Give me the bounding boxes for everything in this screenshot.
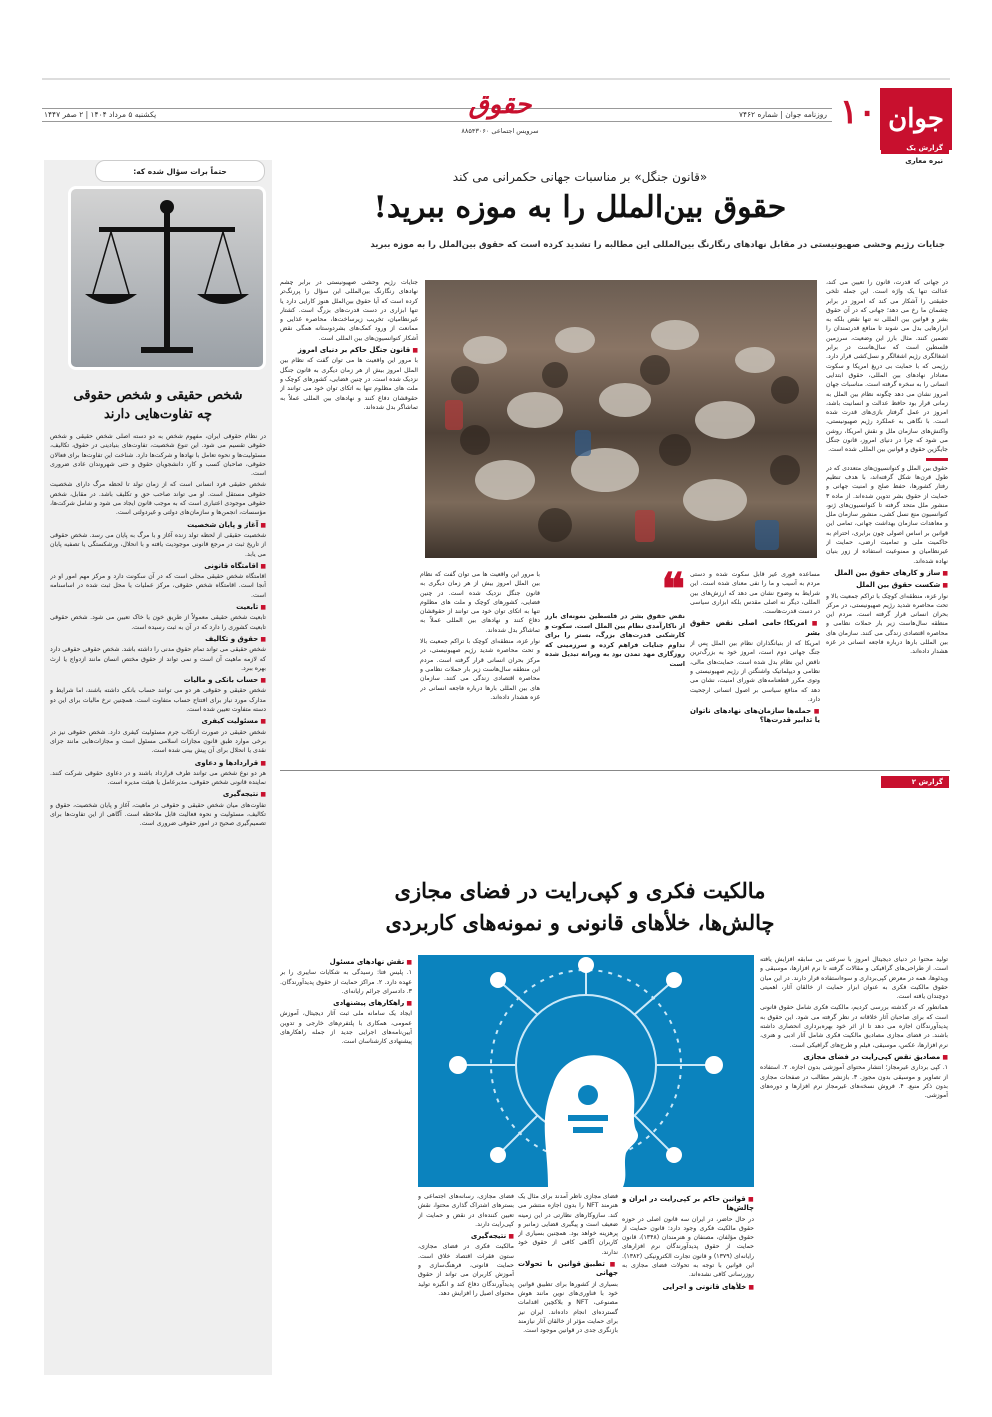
report1-col3-p2: امریکا که از بنیانگذاران نظام بین الملل پس از جنگ جهانی دوم است، امروز خود به بزرگ‌ترین ناقض این نظام بدل شده است. حمایت‌های مالی، نظامی و دیپلماتیک واشنگتن از رژیم صهیونیستی و وتوی مکرر قطعنامه‌های شورای امنیت، نشان می دهد که منافع سیاسی بر اصول انسانی ارجحیت دارد. [690,640,820,703]
report2-image [418,955,754,1187]
sidebar-p1: شخص حقیقی فرد انسانی است که از زمان تولد تا لحظه مرگ دارای شخصیت حقوقی مستقل است. او می تواند صاحب حق و تکلیف باشد. در مقابل، شخص حقوقی موجودی اعتباری است که به موجب قانون ایجاد می شود و شامل شرکت‌ها، مؤسسات، انجمن‌ها و سازمان‌های دولتی و غیردولتی است. [50,481,266,517]
sidebar-p7: شخص حقیقی در صورت ارتکاب جرم مسئولیت کیفری دارد. شخص حقوقی نیز در برخی موارد طبق قانون مجازات اسلامی مسئول است و مجازات‌هایی مانند جزای نقدی یا انحلال برای آن پیش بینی شده است. [50,728,266,755]
sidebar-p9: تفاوت‌های میان شخص حقیقی و حقوقی در ماهیت، آغاز و پایان شخصیت، حقوق و تکالیف، مسئولیت و نحوه فعالیت قابل ملاحظه است. آگاهی از این تفاوت‌ها برای تصمیم‌گیری صحیح در امور حقوقی ضروری است. [50,801,266,828]
report2-col1-p1: تولید محتوا در دنیای دیجیتال امروز با سرعتی بی سابقه افزایش یافته است. از طراحی‌های گرافیکی و مقالات گرفته تا نرم افزارها، موسیقی و ویدئوها، همه در معرض کپی‌برداری و سوءاستفاده قرار دارند. در این میان حقوق مالکیت فکری به عنوان ابزار حمایت از خالقان آثار، اهمیتی دوچندان یافته است. [760,956,948,1001]
sidebar-p5: شخص حقیقی می تواند تمام حقوق مدنی را داشته باشد. شخص حقوقی حقوقی دارد که لازمه ماهیت آن است و نمی تواند از حقوق مختص انسان مانند ازدواج یا ارث بهره ببرد. [50,646,266,672]
section-logo: حقوق [468,90,532,120]
sidebar-subhead-7: ■ قراردادها و دعاوی [50,759,266,768]
report1-col4-p1: با مرور این واقعیت ها می توان گفت که نظام بین الملل امروز بیش از هر زمان دیگری به قانون جنگل نزدیک شده است. در چنین فضایی، کشورهای کوچک و ملت های مظلوم تنها به اتکای توان خود می توانند از حقوقشان دفاع کنند و نهادهای بین المللی عملاً به تماشاگر بدل شده‌اند. [420,571,540,634]
report1-col1-p3: نوار غزه، منطقه‌ای کوچک با تراکم جمعیت بالا و تحت محاصره شدید رژیم صهیونیستی، در مرکز بحران انسانی قرار گرفته است. مردم این منطقه سال‌هاست زیر بار حملات نظامی و محاصره اقتصادی زندگی می کنند. سازمان های بین المللی بارها درباره فاجعه انسانی در غزه هشدار داده‌اند. [826,592,948,656]
report1-column-2 [280,278,418,758]
sidebar-subhead-2: ■ اقامتگاه قانونی [50,562,266,571]
logo-text: جوان [888,104,944,134]
sidebar-p3: اقامتگاه شخص حقیقی محلی است که در آن سکونت دارد و مرکز مهم امور او در آنجا است. اقامتگاه شخص حقوقی، مرکز عملیات یا محل ثبت شده در اساسنامه است. [50,573,266,599]
report1-kicker: «قانون جنگل» بر مناسبات جهانی حکمرانی می کند [452,170,708,184]
report2-col5-subhead-1: ■ نقش نهادهای مسئول [280,958,412,967]
report-tag-label: گزارش ۲ [911,778,943,786]
report2-title-2: چالش‌ها، خلأهای قانونی و نمونه‌های کاربردی [385,910,775,935]
report1-col4-p2: نوار غزه، منطقه‌ای کوچک با تراکم جمعیت بالا و تحت محاصره شدید رژیم صهیونیستی، در مرکز بحران انسانی قرار گرفته است. مردم این منطقه سال‌هاست زیر بار حملات نظامی و محاصره اقتصادی زندگی می کنند. سازمان های بین المللی بارها درباره فاجعه انسانی در غزه هشدار داده‌اند. [420,638,540,701]
report1-lead: جنایات رژیم وحشی صهیونیستی در مقابل نهادهای رنگارنگ بین‌المللی این مطالبه را تشدید کرده است که حقوق بین‌الملل را به موزه ببرید [370,240,945,250]
report2-column-5 [280,955,412,1370]
report2-column-2 [622,1192,754,1372]
report1-col2-p2: با مرور این واقعیت ها می توان گفت که نظام بین الملل امروز بیش از هر زمان دیگری به قانون جنگل نزدیک شده است. در چنین فضایی، کشورهای کوچک و ملت های مظلوم تنها به اتکای توان خود می توانند از حقوقشان دفاع کنند و نهادهای بین المللی عملاً به تماشاگر بدل شده‌اند. [280,357,418,411]
report1-tag [881,142,949,154]
report1-col3-subhead-2: ■ حمله‌ها سازمان‌های نهادهای ناتوان یا تدابیر قدرت‌ها؟ [690,707,820,726]
sidebar-p4: تابعیت شخص حقیقی معمولاً از طریق خون یا خاک تعیین می شود. شخص حقوقی تابعیت کشوری را دارد که در آن به ثبت رسیده است. [50,614,266,631]
report1-col1-p1: در جهانی که قدرت، قانون را تعیین می کند، عدالت تنها یک واژه است. این جمله تلخی حقیقتی را آشکار می کند که امروز در برابر چشمان ما رخ می دهد؛ جهانی که در آن حقوق بشر و قوانین بین المللی نه تنها نقض بلکه به ابزارهایی بدل می شوند تا منافع قدرتمندان را تضمین کنند. مثال بارز این وضعیت، سرزمین فلسطین است که سال‌هاست در برابر اشغالگری رژیم اشغالگر و نسل‌کشی قرار دارد. رژیمی که با حمایت بی دریغ امریکا و سکوت معنادار نهادهای بین المللی، حقوق ابتدایی انسانی را به سخره گرفته است. مناسبات جهان امروز نشان می دهد چگونه نظام بین الملل به زمانی قرار بود حافظ عدالت و انسانیت باشد، امروز در عمل گرفتار بازی‌های قدرت شده است. با نگاهی به عملکرد رژیم صهیونیستی، واکنش‌های سازمان ملل و نقش امریکا، روشن می شود که چرا در دنیای امروز، قانون جنگل جایگزین حقوق و قوانین بین المللی شده است. [826,279,948,454]
issue-info: روزنامه جوان | شماره ۷۴۶۲ [738,110,827,119]
report2-column-1 [760,955,948,1370]
report2-col2-subhead-1: ■ قوانین حاکم بر کپی‌رایت در ایران و چالش‌ها [622,1195,754,1214]
section-divider [926,458,948,461]
page-number: ۱۰ [839,92,877,132]
report1-column-4 [420,570,540,765]
sidebar-subhead-1: ■ آغاز و پایان شخصیت [50,521,266,530]
report1-col1-subhead-2: ■ شکست حقوق بین الملل [826,581,948,590]
report1-author: نیره معاری [905,157,943,165]
sidebar-title-1: شخص حقیقی و شخص حقوقی [73,388,243,403]
report-tag-label: گزارش یک [906,144,943,152]
report1-col3-subhead-1: ■ امریکا؛ حامی اصلی نقض حقوق بشر [690,619,820,638]
quote-mark-icon: ❝ [661,564,685,615]
report2-col5-p1: ۱. پلیس فتا: رسیدگی به شکایات سایبری را بر عهده دارد. ۲. مراکز حمایت از حقوق پدیدآورندگان. ۳. دادسرای جرائم رایانه‌ای. [280,969,412,995]
sidebar-image [68,186,266,370]
scales-of-justice-icon [71,189,263,367]
report2-col5-p2: ایجاد یک سامانه ملی ثبت آثار دیجیتال، آموزش عمومی، همکاری با پلتفرم‌های خارجی و تدوین آیین‌نامه‌های اجرایی جدید از جمله راهکارهای پیشنهادی کارشناسان است. [280,1010,412,1046]
crowd-illustration [425,280,817,558]
header-info-bar [42,108,832,122]
report1-photo [425,280,817,558]
report1-col1-subhead-1: ■ ساز و کارهای حقوق بین الملل [826,569,948,578]
sidebar-tag [95,160,265,182]
sidebar-intro: در نظام حقوقی ایران، مفهوم شخص به دو دسته اصلی شخص حقیقی و شخص حقوقی تقسیم می شود. این تنوع شخصیت، تفاوت‌های بنیادینی در حقوق، تکالیف، مسئولیت‌ها و نحوه تعامل با نهادها و شرکت‌ها دارد. شناخت این تفاوت‌ها برای فعالان حقوقی، صاحبان کسب و کار، دانشجویان حقوق و حتی شهروندان عادی ضروری است. [50,433,266,478]
report2-col1-p3: ۱. کپی برداری غیرمجاز؛ انتشار محتوای آموزشی بدون اجازه. ۲. استفاده از تصاویر و موسیقی بدون مجوز. ۳. بازنشر مطالب در صفحات مجازی بدون ذکر منبع. ۴. فروش نسخه‌های غیرمجاز نرم افزارها و دوره‌های آموزشی. [760,1064,948,1100]
report2-col1-subhead-1: ■ مصادیق نقض کپی‌رایت در فضای مجازی [760,1053,948,1062]
report2-col3-p2: بسیاری از کشورها برای تطبیق قوانین خود با فناوری‌های نوین مانند هوش مصنوعی، NFT و بلاکچین اقدامات گسترده‌ای انجام داده‌اند. ایران نیز برای حمایت مؤثر از خالقان آثار نیازمند بازنگری جدی در قوانین موجود است. [518,1280,618,1335]
report1-col2-subhead-1: ■ قانون جنگل حاکم بر دنیای امروز [280,346,418,355]
sidebar-body [50,432,266,1367]
sidebar-title-2: چه تفاوت‌هایی دارند [103,407,213,422]
sidebar-subhead-5: ■ حساب بانکی و مالیات [50,676,266,685]
report2-col4-subhead-1: ■ نتیجه‌گیری [418,1232,514,1241]
report2-col3-p1: فضای مجازی ناظر آمدند برای مثال یک هنرمند NFT را بدون اجازه منتشر می کند. سازوکارهای نظارتی در این زمینه ضعیف است و پیگیری قضایی زمانبر و پرهزینه خواهد بود. همچنین بسیاری از کاربران آگاهی کافی از حقوق خود ندارند. [518,1193,618,1256]
quote-text: نقض حقوق بشر در فلسطین نمونه‌ای بارز از ناکارآمدی نظام بین الملل است. سکوت و کارشکنی قدرت‌های بزرگ، بستر را برای تداوم جنایات فراهم کرده و سرزمینی که روزگاری مهد تمدن بود به ویرانه تبدیل شده است [545,612,685,668]
report1-quote [545,564,685,690]
report2-col3-subhead-1: ■ تطبیق قوانین با تحولات جهانی [518,1260,618,1279]
report2-column-4 [418,1192,514,1372]
report-separator [280,770,950,771]
report1-column-3 [690,570,820,765]
report2-tag [881,776,949,788]
report2-col5-subhead-2: ■ راهکارهای پیشنهادی [280,999,412,1008]
top-rule [42,78,950,80]
report2-col2-subhead-2: ■ خلأهای قانونی و اجرایی [622,1283,754,1292]
sidebar-p6: شخص حقیقی و حقوقی هر دو می توانند حساب بانکی داشته باشند، اما شرایط و مدارک مورد نیاز برای افتتاح حساب متفاوت است. همچنین نرخ مالیات برای این دو دسته متفاوت تعیین شده است. [50,687,266,714]
sidebar-subhead-4: ■ حقوق و تکالیف [50,635,266,644]
report1-col1-p2: حقوق بین الملل و کنوانسیون‌های متعددی که در طول قرن‌ها شکل گرفته‌اند، با هدف تنظیم رفتار کشورها، حفظ صلح و امنیت جهانی و حمایت از حقوق بشر تدوین شده‌اند. از ماده ۳ منشور ملل متحد گرفته تا کنوانسیون‌های ژنو، کنوانسیون منع نسل کشی، منشور سازمان ملل و معاهدات سازمان بهداشت جهانی، تمامی این قوانین بر اساس اصولی چون برابری، احترام به حاکمیت ملی و تمامیت ارضی، حمایت از غیرنظامیان و ممنوعیت استفاده از زور بنیان نهاده شده‌اند. [826,464,948,565]
report1-title: حقوق بین‌الملل را به موزه ببرید! [373,190,787,225]
sidebar-p2: شخصیت حقیقی از لحظه تولد زنده آغاز و با مرگ به پایان می رسد. شخص حقوقی از تاریخ ثبت در مرجع قانونی موجودیت یافته و با انحلال، ورشکستگی یا تصفیه پایان می یابد. [50,531,266,558]
sidebar-tag-label: حتماً برات سؤال شده که: [133,166,227,176]
report2-column-3 [518,1192,618,1372]
sidebar-subhead-6: ■ مسئولیت کیفری [50,717,266,726]
tech-head-illustration [418,955,754,1187]
section-service: سرویس اجتماعی ۸۸۵۴۳۰۶۰ [461,127,539,135]
sidebar-subhead-8: ■ نتیجه‌گیری [50,790,266,799]
report1-col3-p1: مساعده فوری غیر قابل سکوت شده و دستی مردم به آسیب و ما را نفی معنای شده است. این شرایط به وضوح نشان می دهد که ارزش‌های بین المللی، دیگر نه اصلی مقدس بلکه ابزاری سیاسی در دست قدرت‌هاست. [690,571,820,616]
report2-col1-p2: همانطور که در گذشته بررسی کردیم، مالکیت فکری شامل حقوق قانونی است که برای صاحبان آثار خلاقانه در نظر گرفته می شود. این حقوق به پدیدآورندگان اجازه می دهد تا از اثر خود بهره‌برداری انحصاری داشته باشند. در فضای مجازی مصادیق مالکیت فکری شامل آثار ادبی و هنری، نرم افزارها، عکس، موسیقی، فیلم و طرح‌های گرافیکی است. [760,1004,948,1049]
report2-col2-p1: در حال حاضر، در ایران سه قانون اصلی در حوزه حقوق مالکیت فکری وجود دارد: قانون حمایت از حقوق مؤلفان، مصنفان و هنرمندان (۱۳۴۸)، قانون حمایت از حقوق پدیدآورندگان نرم افزارهای رایانه‌ای (۱۳۷۹) و قانون تجارت الکترونیکی (۱۳۸۲). این قوانین با توجه به تحولات فضای مجازی به روزرسانی کافی نشده‌اند. [622,1215,754,1279]
report1-col2-p1: جنایات رژیم وحشی صهیونیستی در برابر چشم نهادهای رنگارنگ بین‌المللی این سؤال را پررنگ‌تر کرده است که آیا حقوق بین‌الملل هنوز کارایی دارد یا تنها ابزاری در دست قدرت‌های بزرگ است. کشتار غیرنظامیان، تخریب زیرساخت‌ها، محاصره غذایی و ممانعت از ورود کمک‌های بشردوستانه همگی نقض آشکار کنوانسیون‌های بین المللی است. [280,279,418,342]
report1-column-1 [826,278,948,768]
report2-col4-p1: فضای مجازی، رسانه‌های اجتماعی و بسترهای اشتراک گذاری محتوا، نقش تعیین کننده‌ای در نقض و حمایت از کپی‌رایت دارند. [418,1193,514,1228]
sidebar-p8: هر دو نوع شخص می توانند طرف قرارداد باشند و در دعاوی حقوقی شرکت کنند. نماینده قانونی شخص حقوقی، مدیرعامل یا هیئت مدیره است. [50,769,266,787]
sidebar-subhead-3: ■ تابعیت [50,603,266,612]
issue-date: یکشنبه ۵ مرداد ۱۴۰۴ | ۲ صفر ۱۴۴۷ [44,110,157,119]
report2-title-1: مالکیت فکری و کپی‌رایت در فضای مجازی [394,878,766,903]
newspaper-logo [880,88,952,150]
report2-col4-p2: مالکیت فکری در فضای مجازی، ستون فقرات اقتصاد خلاق است. حمایت قانونی، فرهنگ‌سازی و آموزش کاربران می تواند از حقوق پدیدآورندگان دفاع کند و انگیزه تولید محتوای اصیل را افزایش دهد. [418,1243,514,1297]
